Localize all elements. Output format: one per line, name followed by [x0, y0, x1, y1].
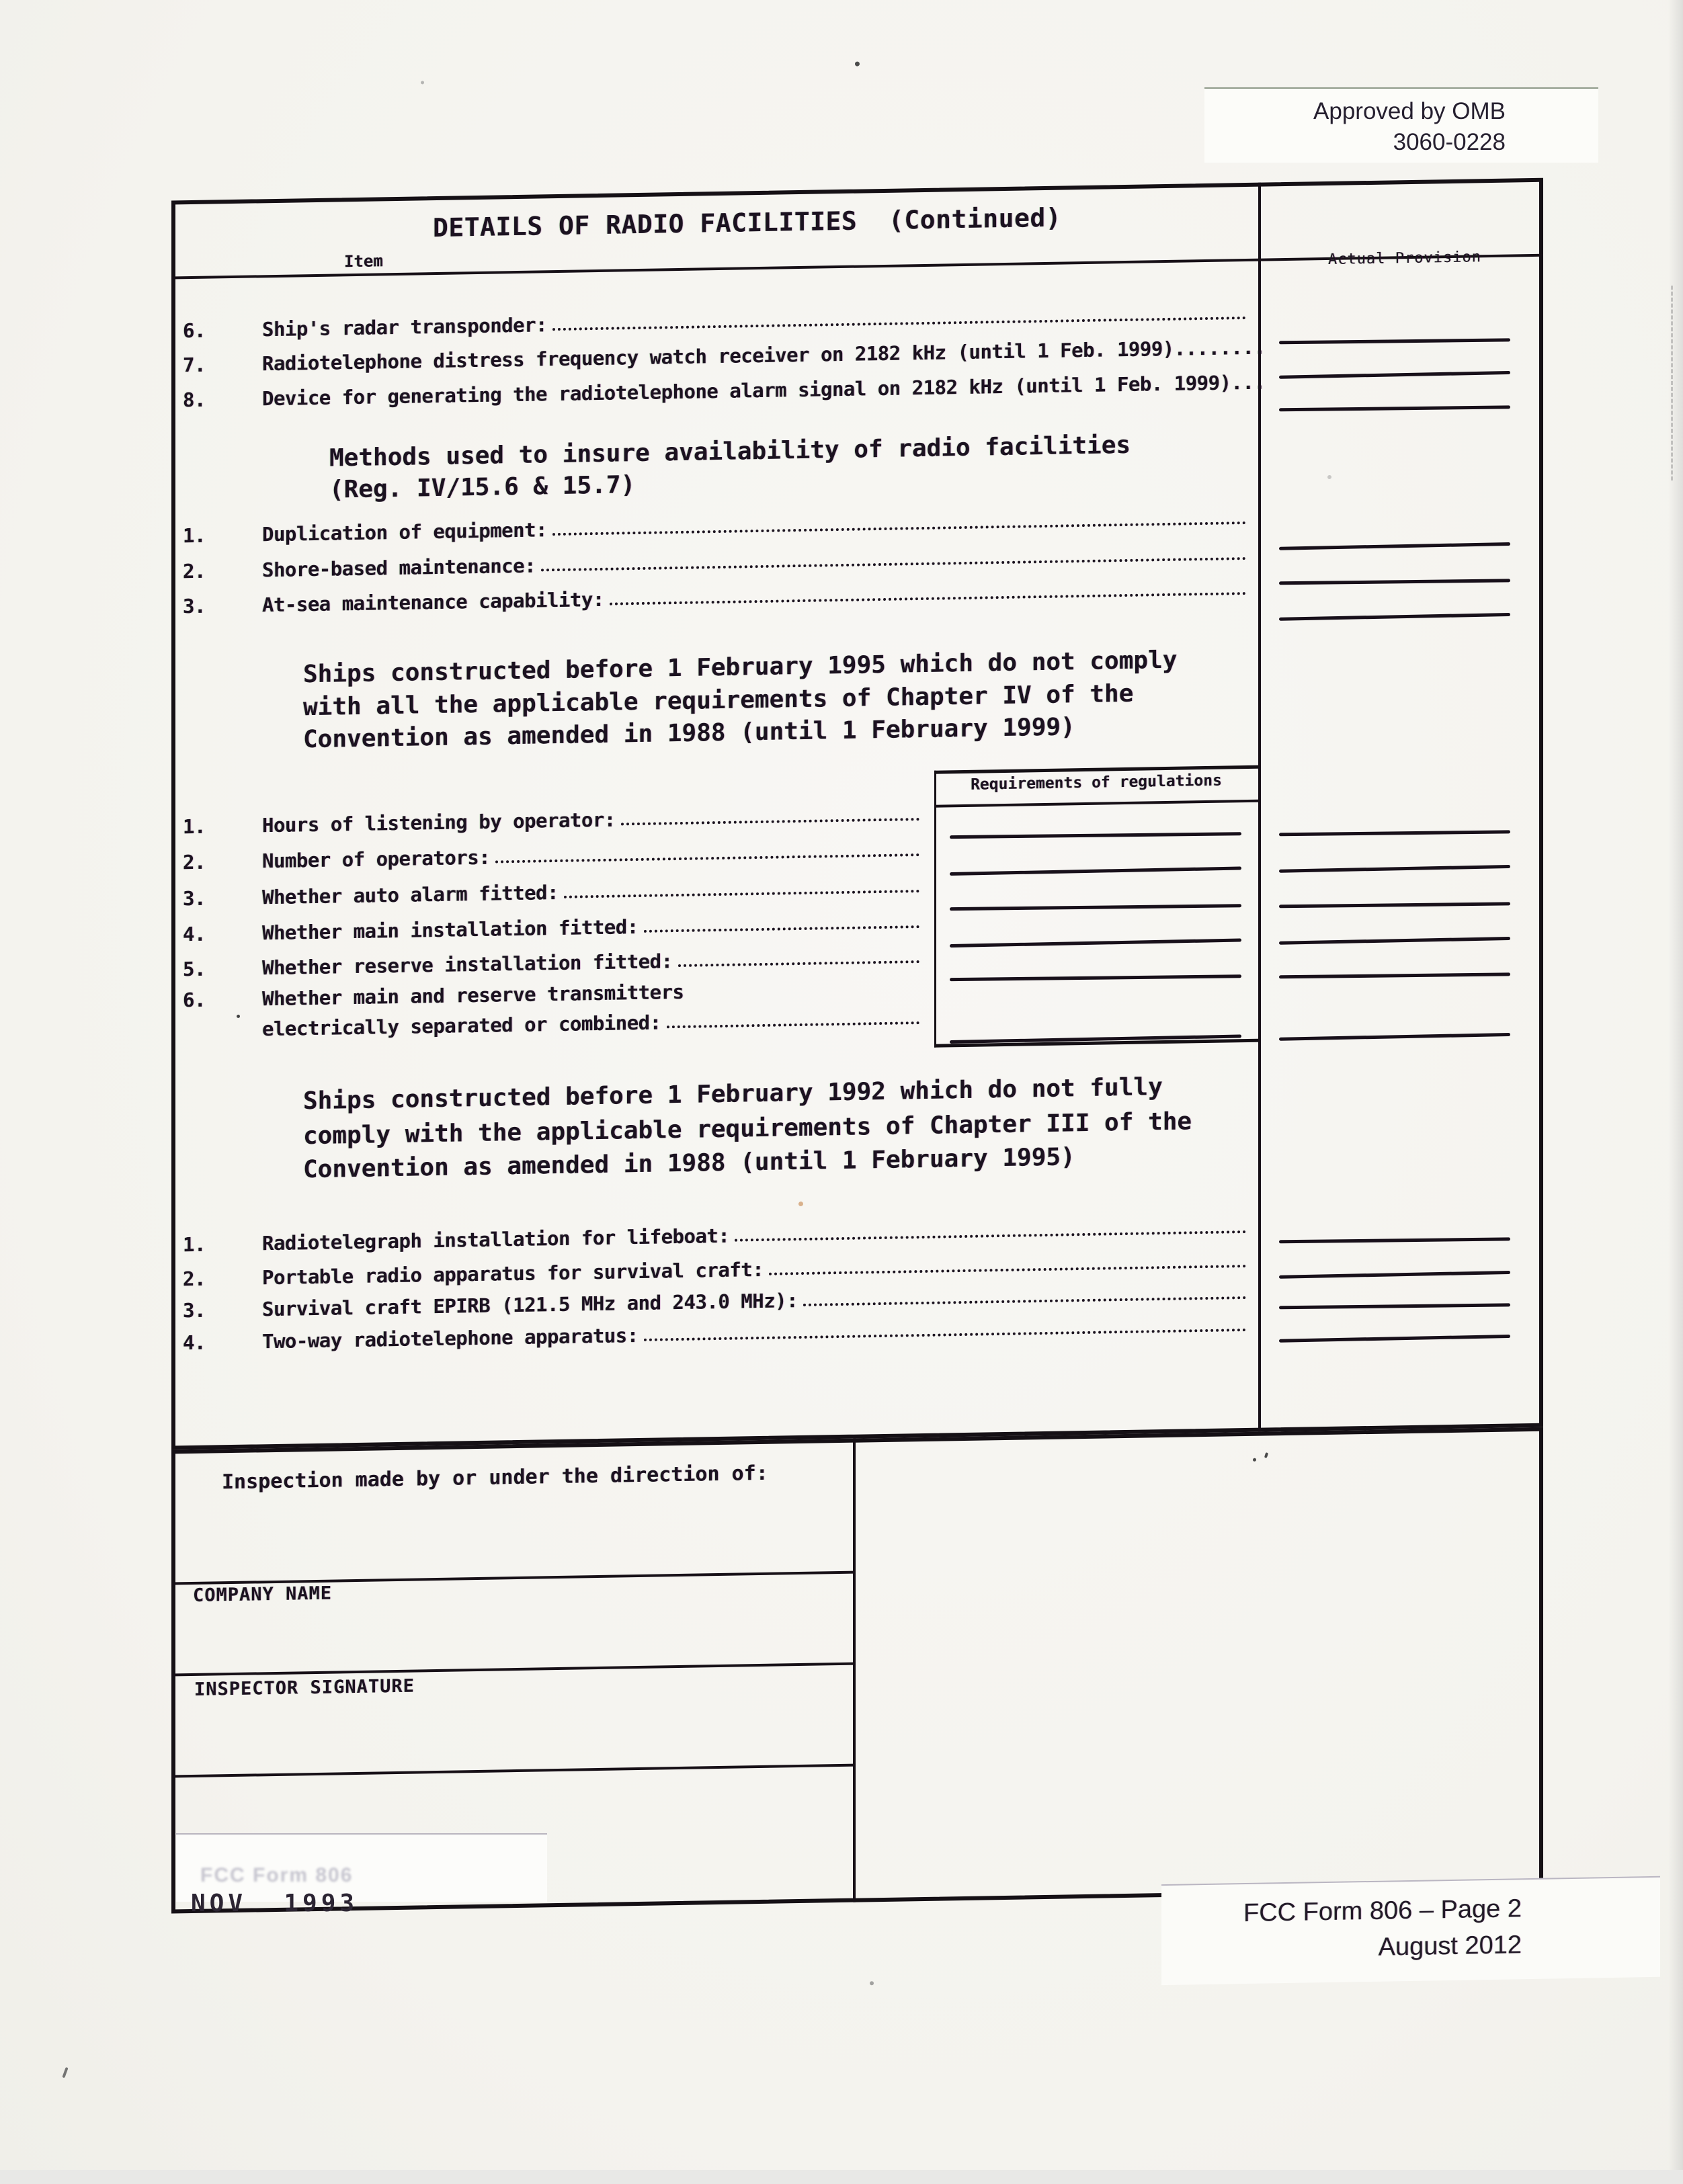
item-number: 7.	[183, 353, 206, 377]
omb-approved-text: Approved by OMB	[1313, 98, 1506, 124]
item-label: Two-way radiotelephone apparatus:	[262, 1324, 639, 1353]
item-label: Hours of listening by operator:	[262, 808, 616, 837]
column-header-item: Item	[344, 251, 383, 271]
obscured-text: NOV 1993	[191, 1890, 359, 1917]
item-number: 3.	[183, 1298, 206, 1322]
inspection-made-by-label: Inspection made by or under the direction of:	[222, 1461, 768, 1495]
section-heading-1995-line1: Ships constructed before 1 February 1995 which do not comply	[303, 646, 1178, 689]
section-heading-methods-line1: Methods used to insure availability of radio facilities	[329, 431, 1131, 472]
item-label: At-sea maintenance capability:	[262, 587, 604, 617]
inspector-signature-label: INSPECTOR SIGNATURE	[194, 1675, 415, 1700]
item-label: Whether main installation fitted:	[262, 915, 639, 945]
correction-sticker	[176, 1833, 547, 1917]
item-number: 5.	[183, 957, 206, 981]
item-label: electrically separated or combined:	[262, 1011, 661, 1041]
page-edge-artifact	[1671, 286, 1673, 480]
item-number: 2.	[183, 559, 206, 583]
section-heading-1995-line3: Convention as amended in 1988 (until 1 February 1999)	[303, 713, 1075, 754]
item-number: 1.	[183, 814, 206, 839]
item-label: Survival craft EPIRB (121.5 MHz and 243.0 MHz):	[262, 1289, 798, 1321]
item-label: Whether main and reserve transmitters	[262, 980, 684, 1011]
item-label: Shore-based maintenance:	[262, 554, 536, 582]
item-number: 3.	[183, 594, 206, 618]
item-label: Whether auto alarm fitted:	[262, 880, 559, 909]
section-heading-1995-line2: with all the applicable requirements of Chapter IV of the	[303, 679, 1134, 722]
item-number: 1.	[183, 1232, 206, 1257]
obscured-text-clip	[191, 1890, 359, 1917]
item-label: Portable radio apparatus for survival craft:	[262, 1257, 764, 1290]
omb-number: 3060-0228	[1393, 129, 1506, 155]
section-heading-1992-line3: Convention as amended in 1988 (until 1 February 1995)	[303, 1143, 1075, 1184]
requirements-header: Requirements of regulations	[971, 771, 1222, 794]
item-label: Radiotelephone distress frequency watch receiver on 2182 kHz (until 1 Feb. 1999)........	[262, 335, 1266, 376]
footer-form-page: FCC Form 806 – Page 2	[1243, 1894, 1522, 1928]
company-name-label: COMPANY NAME	[193, 1583, 333, 1607]
item-label: Radiotelegraph installation for lifeboat:	[262, 1224, 730, 1255]
item-number: 2.	[183, 1267, 206, 1291]
item-number: 6.	[183, 988, 206, 1012]
item-label: Ship's radar transponder:	[262, 313, 547, 341]
item-label: Device for generating the radiotelephone alarm signal on 2182 kHz (until 1 Feb. 1999)...	[262, 370, 1266, 411]
footer-date: August 2012	[1378, 1931, 1522, 1962]
form-title: DETAILS OF RADIO FACILITIES (Continued)	[433, 202, 1062, 243]
section-heading-1992-line1: Ships constructed before 1 February 1992 which do not fully	[303, 1073, 1163, 1116]
section-heading-1992-line2: comply with the applicable requirements of Chapter III of the	[303, 1107, 1192, 1150]
item-number: 6.	[183, 319, 206, 343]
omb-approval-block	[1237, 96, 1506, 158]
column-header-actual-provision: Actual Provision	[1328, 249, 1481, 268]
item-label: Duplication of equipment:	[262, 518, 547, 546]
item-number: 1.	[183, 523, 206, 548]
item-label: Number of operators:	[262, 845, 491, 873]
item-number: 2.	[183, 850, 206, 874]
section-heading-methods-line2: (Reg. IV/15.6 & 15.7)	[329, 471, 636, 504]
ghost-text: FCC Form 806	[200, 1864, 354, 1886]
item-number: 4.	[183, 1331, 206, 1355]
item-number: 8.	[183, 388, 206, 412]
item-label: Whether reserve installation fitted:	[262, 950, 673, 980]
item-number: 4.	[183, 922, 206, 946]
item-number: 3.	[183, 886, 206, 911]
